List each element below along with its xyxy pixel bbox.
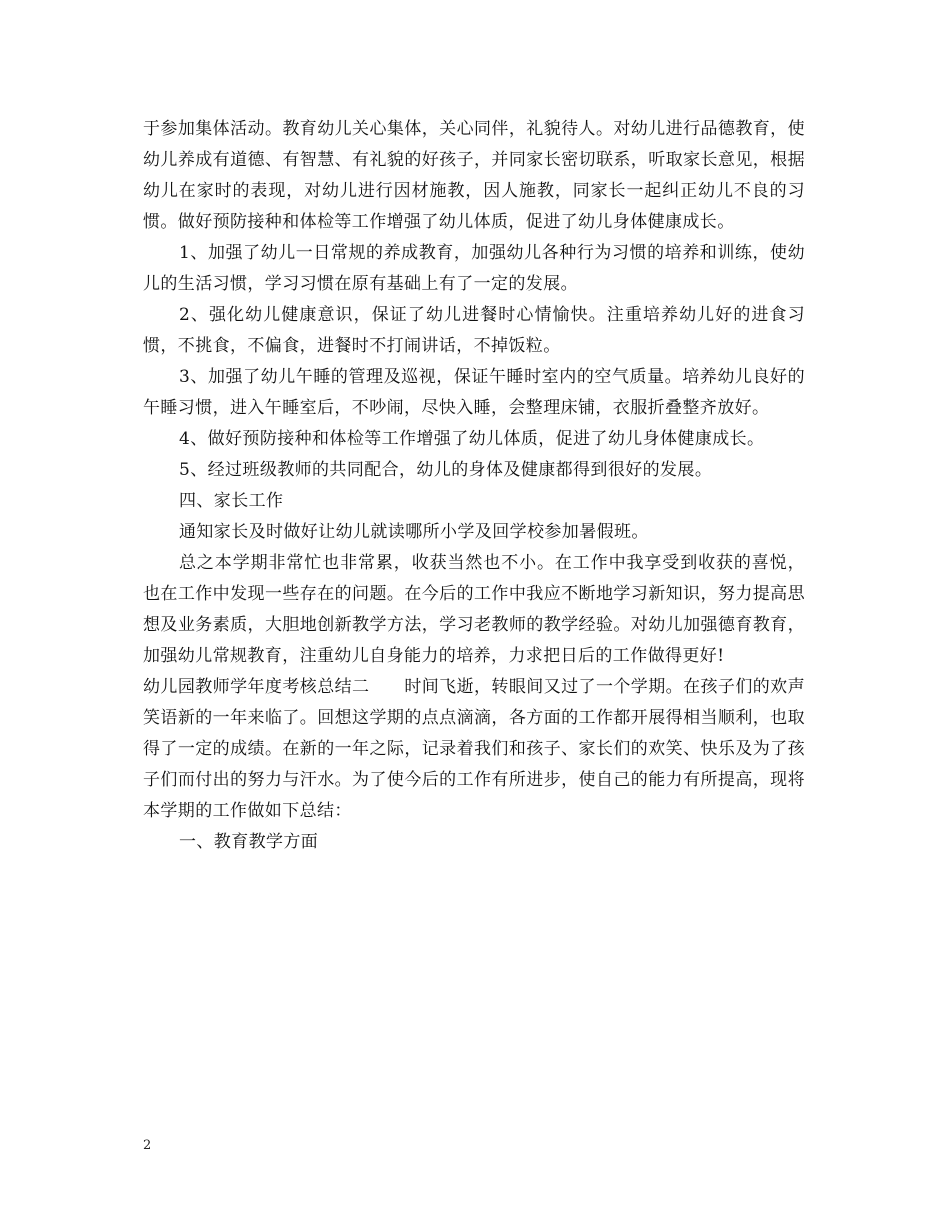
paragraph-summary-two: 幼儿园教师学年度考核总结二 时间飞逝，转眼间又过了一个学期。在孩子们的欢声笑语新的一年来临了。回想这学期的点点滴滴，各方面的工作都开展得相当顺利，也取得了一定的成绩。在新的一年之际，记录着我们和孩子、家长们的欢笑、快乐及为了孩子们而付出的努力与汗水。为了使今后的工作有所进步，使自己的能力有所提高，现将本学期的工作做如下总结： xyxy=(143,677,805,821)
document-body xyxy=(143,114,805,858)
paragraph-item-1: 1、加强了幼儿一日常规的养成教育，加强幼儿各种行为习惯的培养和训练，使幼儿的生活习惯，学习习惯在原有基础上有了一定的发展。 xyxy=(143,243,805,294)
paragraph-parent-notice: 通知家长及时做好让幼儿就读哪所小学及回学校参加暑假班。 xyxy=(179,522,649,542)
section-heading-parent-work: 四、家长工作 xyxy=(179,491,284,511)
page-number: 2 xyxy=(143,1138,152,1153)
paragraph-item-4: 4、做好预防接种和体检等工作增强了幼儿体质，促进了幼儿身体健康成长。 xyxy=(179,429,765,449)
section-heading-teaching: 一、教育教学方面 xyxy=(179,832,319,852)
paragraph-item-2: 2、强化幼儿健康意识，保证了幼儿进餐时心情愉快。注重培养幼儿好的进食习惯，不挑食，不偏食，进餐时不打闹讲话，不掉饭粒。 xyxy=(143,305,805,356)
paragraph-moral-education: 于参加集体活动。教育幼儿关心集体，关心同伴，礼貌待人。对幼儿进行品德教育，使幼儿养成有道德、有智慧、有礼貌的好孩子，并同家长密切联系，听取家长意见，根据幼儿在家时的表现，对幼儿进行因材施教，因人施教，同家长一起纠正幼儿不良的习惯。做好预防接种和体检等工作增强了幼儿体质，促进了幼儿身体健康成长。 xyxy=(143,119,805,232)
paragraph-item-3: 3、加强了幼儿午睡的管理及巡视，保证午睡时室内的空气质量。培养幼儿良好的午睡习惯，进入午睡室后，不吵闹，尽快入睡，会整理床铺，衣服折叠整齐放好。 xyxy=(143,367,805,418)
paragraph-item-5: 5、经过班级教师的共同配合，幼儿的身体及健康都得到很好的发展。 xyxy=(179,460,713,480)
paragraph-conclusion: 总之本学期非常忙也非常累，收获当然也不小。在工作中我享受到收获的喜悦，也在工作中发现一些存在的问题。在今后的工作中我应不断地学习新知识，努力提高思想及业务素质，大胆地创新教学方法，学习老教师的教学经验。对幼儿加强德育教育，加强幼儿常规教育，注重幼儿自身能力的培养，力求把日后的工作做得更好! xyxy=(143,553,805,666)
